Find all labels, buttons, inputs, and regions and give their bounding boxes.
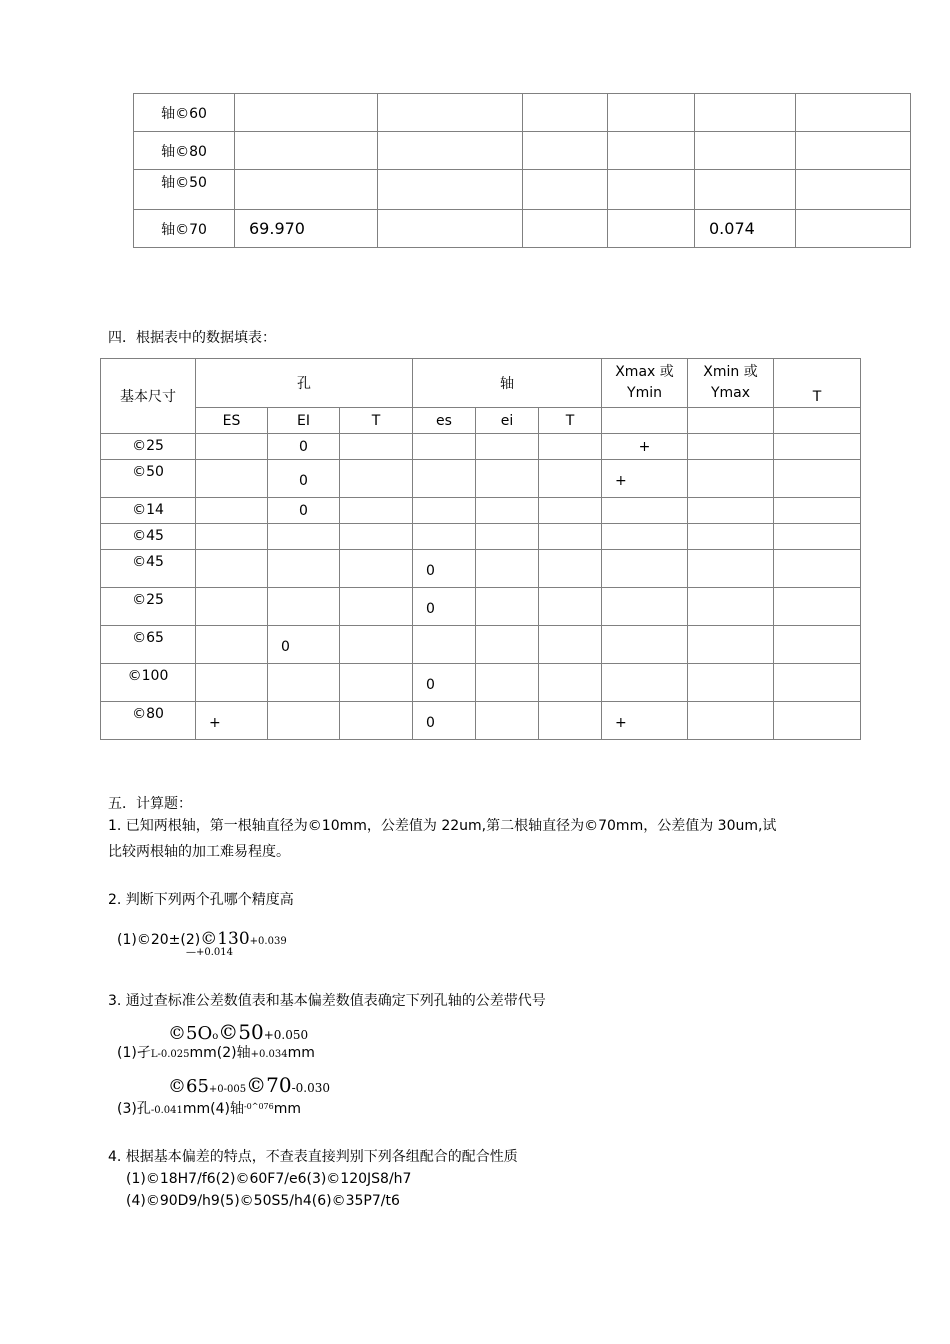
table-1-cell bbox=[378, 94, 523, 132]
q3-formula-2-bottom bbox=[117, 1098, 301, 1118]
table-1-cell bbox=[695, 94, 796, 132]
table-2-cell bbox=[340, 626, 413, 664]
q3-f2-bot-a: (3)孔 bbox=[117, 1101, 151, 1117]
question-4-line-1: (1)©18H7/f6(2)©60F7/e6(3)©120JS8/h7 bbox=[126, 1171, 412, 1187]
table-2-row bbox=[101, 550, 861, 588]
question-1-line-2: 比较两根轴的加工难易程度。 bbox=[108, 844, 290, 860]
table-2-cell bbox=[688, 524, 774, 550]
table-2-cell: 0 bbox=[413, 588, 476, 626]
table-2-row bbox=[101, 434, 861, 460]
table-2-cell bbox=[688, 664, 774, 702]
table-2-cell bbox=[340, 434, 413, 460]
table-2-size: ©50 bbox=[101, 460, 196, 498]
question-2-formula bbox=[117, 929, 287, 949]
table-2-cell bbox=[774, 524, 861, 550]
table-2-cell bbox=[340, 524, 413, 550]
table-1-row-label: 轴©50 bbox=[134, 170, 235, 210]
table-1-cell bbox=[523, 132, 608, 170]
question-2: 2. 判断下列两个孔哪个精度高 bbox=[108, 892, 294, 908]
table-2-cell bbox=[539, 626, 602, 664]
table-2-size: ©65 bbox=[101, 626, 196, 664]
q3-f1-top-c: ©50 bbox=[218, 1020, 264, 1044]
table-2-cell bbox=[340, 460, 413, 498]
table-2-row bbox=[101, 588, 861, 626]
table-1-cell bbox=[378, 210, 523, 248]
q3-f2-bot-e: mm bbox=[273, 1101, 302, 1117]
table-2-cell bbox=[340, 498, 413, 524]
header-xmin-ymax-text: Xmin 或 Ymax bbox=[703, 364, 758, 401]
table-2-cell bbox=[688, 550, 774, 588]
q3-f2-top-c: ©70 bbox=[246, 1073, 292, 1097]
table-2-cell: + bbox=[602, 434, 688, 460]
table-2-size: ©45 bbox=[101, 524, 196, 550]
table-2-cell: + bbox=[602, 460, 688, 498]
table-1-cell bbox=[796, 94, 911, 132]
table-2-cell bbox=[774, 550, 861, 588]
table-1-cell bbox=[608, 210, 695, 248]
table-1-cell bbox=[378, 170, 523, 210]
table-1-cell bbox=[378, 132, 523, 170]
table-2-cell bbox=[539, 434, 602, 460]
table-2-cell bbox=[268, 588, 340, 626]
table-1-row bbox=[134, 210, 911, 248]
table-1-cell bbox=[796, 170, 911, 210]
sub-header-es: ES bbox=[196, 408, 268, 434]
table-2-cell bbox=[476, 664, 539, 702]
header-xmax-ymin bbox=[602, 359, 688, 408]
table-2-cell bbox=[602, 550, 688, 588]
sub-header-empty bbox=[774, 408, 861, 434]
table-2-cell bbox=[196, 524, 268, 550]
table-2-cell bbox=[413, 460, 476, 498]
table-2-cell: 0 bbox=[268, 460, 340, 498]
question-4-line-2: (4)©90D9/h9(5)©50S5/h4(6)©35P7/t6 bbox=[126, 1193, 400, 1209]
sub-header-empty bbox=[688, 408, 774, 434]
table-2-cell bbox=[688, 460, 774, 498]
q3-f1-bot-c: mm(2)轴 bbox=[189, 1045, 251, 1061]
table-1-cell bbox=[523, 210, 608, 248]
table-2-cell bbox=[774, 434, 861, 460]
table-1-cell bbox=[796, 132, 911, 170]
section-5-title: 五．计算题： bbox=[108, 796, 192, 812]
table-1-cell bbox=[235, 94, 378, 132]
table-2-cell bbox=[196, 664, 268, 702]
header-xmin-ymax bbox=[688, 359, 774, 408]
q3-f2-top-b: +0-005 bbox=[208, 1084, 247, 1095]
table-2-cell bbox=[774, 588, 861, 626]
table-1-cell bbox=[235, 170, 378, 210]
table-1-cell bbox=[523, 170, 608, 210]
table-2-row bbox=[101, 626, 861, 664]
table-2-cell: 0 bbox=[413, 550, 476, 588]
table-2-cell bbox=[602, 626, 688, 664]
table-2 bbox=[100, 358, 861, 740]
table-2-size: ©25 bbox=[101, 588, 196, 626]
question-3: 3. 通过查标准公差数值表和基本偏差数值表确定下列孔轴的公差带代号 bbox=[108, 993, 546, 1009]
sub-header-ei-hole: EI bbox=[268, 408, 340, 434]
table-2-cell bbox=[688, 498, 774, 524]
table-2-cell bbox=[539, 664, 602, 702]
table-2-cell bbox=[413, 498, 476, 524]
table-2-cell bbox=[602, 588, 688, 626]
table-2-cell: 0 bbox=[413, 702, 476, 740]
table-1-row-label: 轴©80 bbox=[134, 132, 235, 170]
sub-header-empty bbox=[602, 408, 688, 434]
header-basic-size: 基本尺寸 bbox=[101, 359, 196, 434]
table-2-row bbox=[101, 460, 861, 498]
question-1-line-1: 1. 已知两根轴，第一根轴直径为©10mm，公差值为 22um,第二根轴直径为©70mm，公差值为 30um,试 bbox=[108, 818, 777, 834]
table-1-cell bbox=[796, 210, 911, 248]
table-2-cell bbox=[539, 550, 602, 588]
table-2-cell bbox=[774, 626, 861, 664]
table-2-cell bbox=[688, 588, 774, 626]
table-1-cell bbox=[608, 94, 695, 132]
table-2-cell bbox=[413, 626, 476, 664]
table-1-row-label: 轴©70 bbox=[134, 210, 235, 248]
q3-f2-top-d: -0.030 bbox=[291, 1081, 330, 1095]
table-2-cell bbox=[602, 524, 688, 550]
table-1-row bbox=[134, 132, 911, 170]
table-2-cell bbox=[268, 664, 340, 702]
table-2-row bbox=[101, 664, 861, 702]
table-2-cell bbox=[476, 524, 539, 550]
table-1-cell bbox=[235, 132, 378, 170]
table-1-cell: 0.074 bbox=[695, 210, 796, 248]
section-4-title: 四．根据表中的数据填表： bbox=[108, 330, 276, 346]
table-2-cell bbox=[476, 434, 539, 460]
table-2-cell: 0 bbox=[268, 498, 340, 524]
table-2-cell: 0 bbox=[268, 626, 340, 664]
table-2-cell bbox=[774, 460, 861, 498]
table-1-cell bbox=[523, 94, 608, 132]
table-2-cell: 0 bbox=[413, 664, 476, 702]
table-2-cell bbox=[539, 498, 602, 524]
table-2-cell bbox=[539, 524, 602, 550]
table-2-cell bbox=[476, 460, 539, 498]
table-2-cell bbox=[196, 588, 268, 626]
table-1-row bbox=[134, 170, 911, 210]
table-2-cell bbox=[196, 626, 268, 664]
table-1-cell bbox=[695, 170, 796, 210]
q3-formula-1-bottom bbox=[117, 1042, 315, 1062]
table-2-cell bbox=[196, 460, 268, 498]
table-1-row-label: 轴©60 bbox=[134, 94, 235, 132]
q3-f1-bot-a: (1)孑 bbox=[117, 1045, 151, 1061]
table-2-cell bbox=[774, 702, 861, 740]
table-2-cell bbox=[688, 434, 774, 460]
table-2-row bbox=[101, 498, 861, 524]
q3-f1-bot-e: mm bbox=[287, 1045, 315, 1061]
table-2-row bbox=[101, 524, 861, 550]
table-2-cell: + bbox=[602, 702, 688, 740]
table-1-row bbox=[134, 94, 911, 132]
table-2-cell bbox=[602, 664, 688, 702]
q3-f1-bot-d: +0.034 bbox=[250, 1049, 288, 1060]
sub-header-ei-shaft: ei bbox=[476, 408, 539, 434]
table-1-cell bbox=[608, 132, 695, 170]
table-2-cell bbox=[688, 626, 774, 664]
q3-f1-top-b: o bbox=[212, 1031, 219, 1042]
sub-header-t-hole: T bbox=[340, 408, 413, 434]
table-2-cell bbox=[476, 588, 539, 626]
header-xmax-ymin-text: Xmax 或 Ymin bbox=[615, 364, 674, 401]
table-2-size: ©14 bbox=[101, 498, 196, 524]
table-2-size: ©25 bbox=[101, 434, 196, 460]
q3-f2-bot-b: -0.041 bbox=[150, 1105, 183, 1116]
table-2-size: ©45 bbox=[101, 550, 196, 588]
table-2-cell bbox=[539, 460, 602, 498]
q3-formula-2-top bbox=[168, 1073, 330, 1097]
table-2-cell bbox=[774, 664, 861, 702]
table-2-cell bbox=[476, 702, 539, 740]
table-2-row bbox=[101, 702, 861, 740]
table-2-cell bbox=[268, 702, 340, 740]
table-2-cell bbox=[340, 664, 413, 702]
q2-formula-lower: —+0.014 bbox=[186, 947, 234, 958]
header-hole: 孔 bbox=[196, 359, 413, 408]
table-1 bbox=[133, 93, 911, 248]
q3-f2-top-a: ©65 bbox=[168, 1076, 209, 1097]
q3-f2-bot-c: mm(4)轴 bbox=[182, 1101, 244, 1117]
table-2-size: ©80 bbox=[101, 702, 196, 740]
table-2-cell bbox=[340, 588, 413, 626]
table-2-cell bbox=[196, 434, 268, 460]
table-2-cell: 0 bbox=[268, 434, 340, 460]
table-2-cell bbox=[476, 550, 539, 588]
q3-f1-top-a: ©5O bbox=[168, 1023, 213, 1044]
table-2-cell bbox=[196, 550, 268, 588]
table-2-cell bbox=[476, 498, 539, 524]
sub-header-t-shaft: T bbox=[539, 408, 602, 434]
table-2-cell bbox=[413, 524, 476, 550]
table-2-size: ©100 bbox=[101, 664, 196, 702]
table-2-cell bbox=[196, 498, 268, 524]
table-2-cell bbox=[413, 434, 476, 460]
q3-formula-1-top bbox=[168, 1020, 308, 1044]
table-2-cell bbox=[268, 550, 340, 588]
table-2-cell bbox=[539, 702, 602, 740]
sub-header-es-shaft: es bbox=[413, 408, 476, 434]
table-2-cell: + bbox=[196, 702, 268, 740]
q2-formula-part-c: +0.039 bbox=[249, 936, 287, 947]
q2-formula-part-b: ©130 bbox=[200, 929, 250, 949]
table-2-cell bbox=[602, 498, 688, 524]
question-4: 4. 根据基本偏差的特点，不查表直接判别下列各组配合的配合性质 bbox=[108, 1149, 518, 1165]
table-1-cell bbox=[608, 170, 695, 210]
q2-formula-part-a: (1)©20±(2) bbox=[117, 932, 201, 948]
table-2-cell bbox=[688, 702, 774, 740]
table-2-cell bbox=[340, 702, 413, 740]
table-2-cell bbox=[774, 498, 861, 524]
table-2-cell bbox=[539, 588, 602, 626]
header-t: T bbox=[774, 359, 861, 408]
table-2-cell bbox=[268, 524, 340, 550]
header-shaft: 轴 bbox=[413, 359, 602, 408]
table-1-cell: 69.970 bbox=[235, 210, 378, 248]
q3-f1-top-d: +0.050 bbox=[263, 1028, 309, 1042]
table-2-cell bbox=[340, 550, 413, 588]
table-1-cell bbox=[695, 132, 796, 170]
q3-f2-bot-d: -0^076 bbox=[243, 1102, 274, 1111]
q3-f1-bot-b: L-0.025 bbox=[150, 1049, 190, 1060]
table-2-cell bbox=[476, 626, 539, 664]
